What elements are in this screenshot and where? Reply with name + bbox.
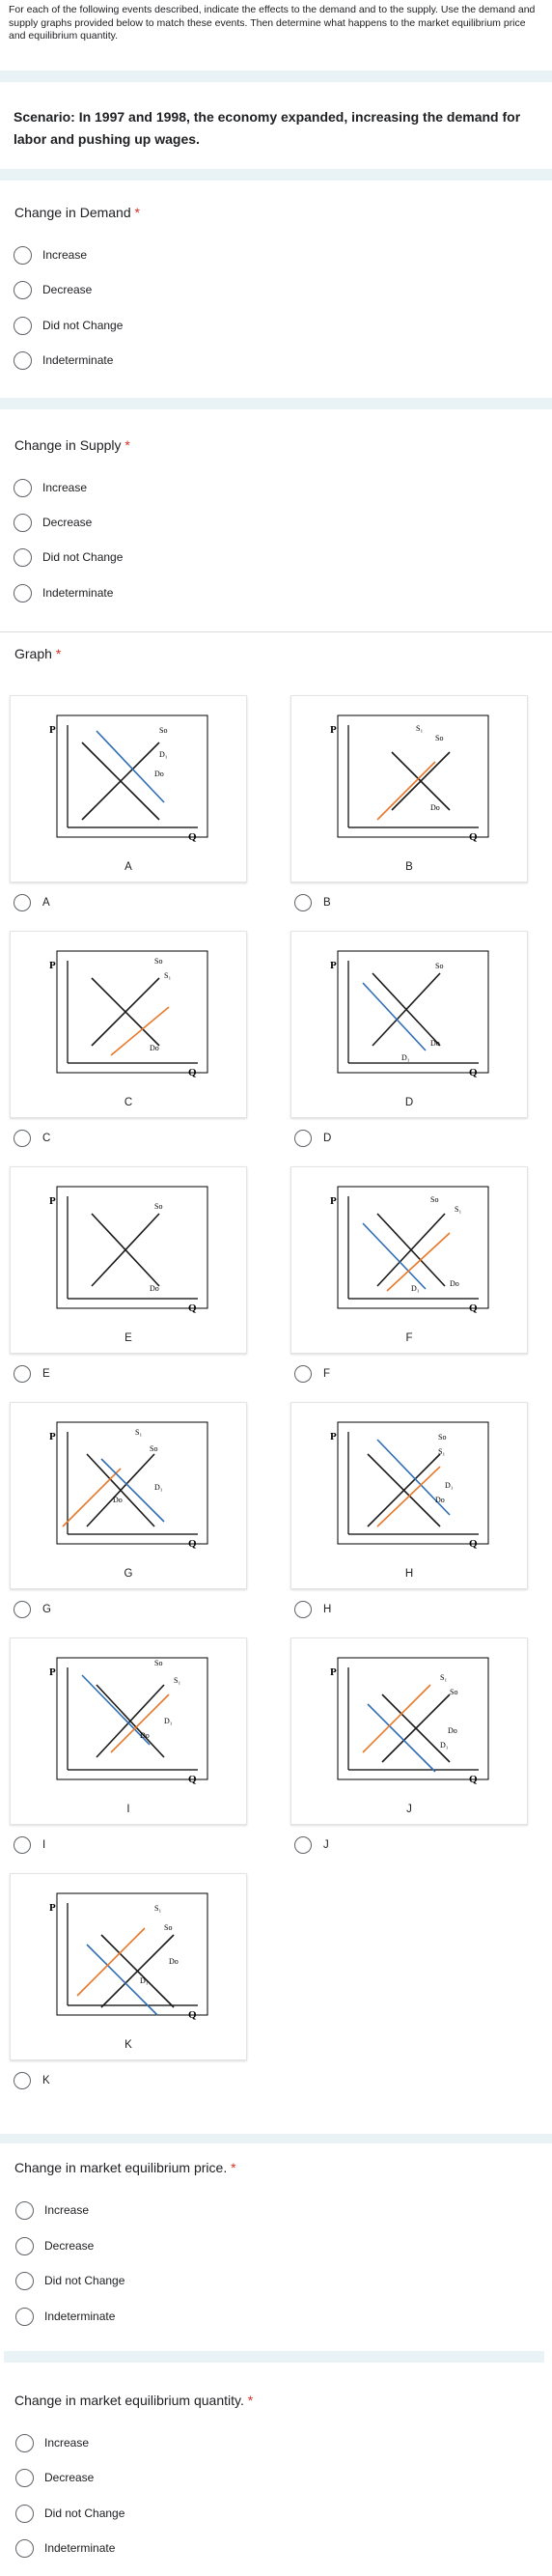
curve-label-d1: D₁ [154,1483,163,1492]
question-title: Change in Demand [14,205,131,220]
graph-caption: E [124,1332,132,1344]
quantity-option-decrease[interactable] [15,2468,94,2487]
radio-button[interactable] [14,514,32,532]
option-label: Increase [44,2203,90,2217]
curve-line [363,1685,430,1752]
curve-label-s1: S₁ [440,1673,448,1682]
axis-label-p: P [49,1666,56,1678]
radio-button[interactable] [14,894,31,911]
quantity-option-increase[interactable] [15,2433,89,2452]
curve-label-s1: S₁ [164,971,172,980]
question-change-in-supply [14,437,130,453]
curve-label-d0: Do [150,1284,159,1293]
axis-label-p: P [330,1431,337,1442]
option-label: Did not Change [42,319,124,332]
option-label: I [42,1839,46,1851]
curve-label-s0: So [450,1688,458,1696]
graph-option-b[interactable] [294,893,331,912]
option-label: H [323,1604,332,1615]
graph-caption: A [124,861,132,873]
curve-label-s0: So [435,962,444,970]
axis-label-p: P [330,1195,337,1207]
graph-option-k[interactable] [14,2071,50,2090]
curve-label-s0: So [154,1202,163,1211]
quantity-option-indeterminate[interactable] [15,2538,115,2558]
graph-frame [57,715,207,837]
option-label: K [42,2075,50,2086]
graph-card-k [10,1873,247,2060]
graph-card-j [290,1638,528,1825]
curve-label-s1: S₁ [154,1904,162,1913]
option-label: Indeterminate [44,2310,116,2323]
graph-caption: J [406,1804,412,1815]
question-title: Change in market equilibrium quantity. [14,2393,244,2408]
supply-demand-graph [43,1411,217,1555]
axis-label-q: Q [469,831,478,843]
curve-label-s1: S₁ [438,1447,446,1456]
graph-frame [338,715,488,837]
graph-frame [57,1187,207,1308]
radio-button[interactable] [14,1836,31,1854]
supply-demand-graph [324,939,498,1084]
option-label: E [42,1368,50,1380]
option-label: Did not Change [42,550,124,564]
question-title: Graph [14,646,52,661]
graph-option-h[interactable] [294,1600,331,1619]
graph-frame [338,1422,488,1544]
radio-button[interactable] [14,246,32,265]
curve-label-d0: Do [435,1496,445,1504]
graph-frame [338,1658,488,1779]
graph-caption: K [124,2039,132,2051]
supply-demand-graph [43,1882,217,2027]
graph-option-f[interactable] [294,1364,330,1384]
option-label: Did not Change [44,2274,125,2287]
question-change-in-demand [14,205,140,220]
scenario-text: Scenario: In 1997 and 1998, the economy expanded, increasing the demand for labor and pushing up wages. [14,109,521,147]
graph-caption: G [124,1568,133,1580]
section-divider-band [0,70,552,82]
curve-label-s1: S₁ [416,724,424,733]
axis-label-q: Q [469,1067,478,1078]
option-label: F [323,1368,331,1380]
supply-demand-graph [324,1411,498,1555]
option-label: Indeterminate [42,353,114,367]
supply-option-indeterminate[interactable] [14,583,113,602]
graph-option-e[interactable] [14,1364,50,1384]
option-label: Increase [44,2436,90,2450]
supply-option-did-not-change[interactable] [14,547,123,567]
curve-label-s0: So [154,1659,163,1667]
question-change-in-price [14,2160,236,2175]
required-asterisk: * [55,646,62,661]
supply-demand-graph [324,1646,498,1791]
radio-button[interactable] [15,2469,34,2487]
axis-label-q: Q [469,1302,478,1314]
curve-line [63,1469,121,1526]
option-label: Decrease [44,2239,95,2253]
axis-label-q: Q [188,1067,197,1078]
radio-button[interactable] [14,351,32,370]
radio-button[interactable] [15,2434,34,2452]
curve-label-d0: Do [113,1496,123,1504]
curve-label-d0: Do [150,1044,159,1052]
curve-label-d1: D₁ [440,1741,449,1750]
curve-label-s1: S₁ [135,1428,143,1437]
option-label: D [323,1133,332,1144]
curve-label-d1: D₁ [445,1481,454,1490]
axis-label-p: P [330,960,337,971]
graph-frame [57,1422,207,1544]
radio-button[interactable] [15,2272,34,2290]
option-label: B [323,897,331,909]
axis-label-q: Q [188,2009,197,2021]
graph-frame [57,951,207,1073]
graph-caption: H [404,1568,414,1580]
radio-button[interactable] [15,2237,34,2255]
curve-label-s1: S₁ [455,1205,462,1214]
graph-caption: D [404,1097,414,1108]
graph-option-d[interactable] [294,1129,331,1148]
supply-option-increase[interactable] [14,478,87,497]
graph-option-j[interactable] [294,1835,329,1855]
curve-label-do: Do [450,1279,459,1288]
radio-button[interactable] [294,1836,312,1854]
axis-label-p: P [49,1431,56,1442]
axis-label-q: Q [188,1538,197,1550]
supply-demand-graph [324,704,498,849]
demand-option-decrease[interactable] [14,280,92,299]
axis-label-p: P [49,960,56,971]
radio-button[interactable] [14,2072,31,2089]
graph-card-d [290,931,528,1118]
required-asterisk: * [231,2160,236,2175]
radio-button[interactable] [294,894,312,911]
price-option-did-not-change[interactable] [15,2271,124,2290]
instructions-text: For each of the following events described, indicate the effects to the demand and to the supply. Use the demand and supply graphs provided below to match these events. Then determine what happens to the market equilibrium price and equilibrium quantity. [9,4,536,42]
option-label: G [42,1604,51,1615]
curve-line [363,983,426,1050]
curve-label-s0: So [159,726,168,735]
quantity-option-did-not-change[interactable] [15,2504,124,2523]
curve-label-s0: So [430,1195,439,1204]
graph-card-e [10,1166,247,1354]
graph-caption: B [405,861,413,873]
option-label: Increase [42,481,88,494]
curve-label-s1: S₁ [174,1676,181,1685]
supply-demand-graph [324,1175,498,1320]
option-label: Decrease [44,2471,95,2484]
radio-button[interactable] [15,2505,34,2523]
radio-button[interactable] [14,1365,31,1383]
option-label: A [42,897,50,909]
curve-line [377,762,435,820]
question-title: Change in market equilibrium price. [14,2160,228,2175]
radio-button[interactable] [294,1130,312,1147]
axis-label-q: Q [188,1302,197,1314]
curve-label-d1: D₁ [411,1284,420,1293]
radio-button[interactable] [14,1130,31,1147]
supply-demand-graph [43,704,217,849]
axis-label-p: P [49,724,56,736]
graph-card-g [10,1402,247,1589]
required-asterisk: * [247,2393,254,2408]
axis-label-p: P [330,1666,337,1678]
radio-button[interactable] [14,1601,31,1618]
graph-option-a[interactable] [14,893,50,912]
radio-button[interactable] [14,584,32,602]
question-graph [14,646,61,661]
option-label: Did not Change [44,2506,125,2520]
curve-line [77,1928,145,1996]
curve-label-do: Do [430,1039,440,1048]
curve-label-d1: D₁ [164,1717,173,1725]
demand-option-did-not-change[interactable] [14,316,123,335]
question-change-in-quantity [14,2393,253,2408]
radio-button[interactable] [14,317,32,335]
section-divider [0,631,552,632]
demand-option-indeterminate[interactable] [14,350,113,370]
axis-label-q: Q [469,1538,478,1550]
radio-button[interactable] [15,2201,34,2220]
price-option-decrease[interactable] [15,2236,94,2255]
graph-card-i [10,1638,247,1825]
required-asterisk: * [124,437,130,453]
section-divider-band [0,2134,552,2143]
radio-button[interactable] [294,1601,312,1618]
supply-demand-graph [43,1175,217,1320]
curve-label-d0: Do [154,770,164,778]
graph-card-h [290,1402,528,1589]
curve-line [111,1694,169,1752]
graph-option-g[interactable] [14,1600,51,1619]
supply-option-decrease[interactable] [14,513,92,532]
graph-card-f [290,1166,528,1354]
radio-button[interactable] [14,281,32,299]
graph-option-c[interactable] [14,1129,50,1148]
curve-label-do: Do [169,1957,179,1966]
axis-label-q: Q [188,1774,197,1785]
curve-label-d0: Do [140,1731,150,1740]
axis-label-p: P [49,1902,56,1914]
axis-label-p: P [49,1195,56,1207]
demand-option-increase[interactable] [14,245,87,265]
graph-card-a [10,695,247,882]
option-label: Indeterminate [44,2541,116,2555]
question-title: Change in Supply [14,437,122,453]
curve-label-d1: D₁ [159,750,168,759]
option-label: Decrease [42,283,93,296]
graph-card-c [10,931,247,1118]
required-asterisk: * [134,205,140,220]
radio-button[interactable] [15,2308,34,2326]
graph-option-i[interactable] [14,1835,45,1855]
graph-caption: I [126,1804,130,1815]
graph-caption: C [124,1097,133,1108]
curve-label-do: Do [448,1726,457,1735]
graph-frame [57,1893,207,2015]
supply-demand-graph [43,1646,217,1791]
curve-label-s0: So [154,957,163,966]
section-divider-band [4,2351,544,2363]
curve-label-s0: So [150,1444,158,1453]
graph-caption: F [405,1332,413,1344]
curve-label-d1: D₁ [140,1976,149,1985]
axis-label-p: P [330,724,337,736]
curve-label-d1: D₁ [401,1053,410,1062]
option-label: Decrease [42,516,93,529]
curve-label-d0: Do [430,803,440,812]
curve-label-s0: So [438,1433,447,1442]
curve-line [111,1007,169,1055]
option-label: J [323,1839,329,1851]
option-label: Indeterminate [42,586,114,600]
axis-label-q: Q [469,1774,478,1785]
section-divider-band [0,398,552,409]
radio-button[interactable] [294,1365,312,1383]
graph-frame [338,951,488,1073]
option-label: C [42,1133,51,1144]
curve-label-s0: So [164,1923,173,1932]
supply-demand-graph [43,939,217,1084]
radio-button[interactable] [14,479,32,497]
price-option-increase[interactable] [15,2200,89,2220]
axis-label-q: Q [188,831,197,843]
price-option-indeterminate[interactable] [15,2307,115,2326]
curve-label-s0: So [435,734,444,742]
graph-card-b [290,695,528,882]
option-label: Increase [42,248,88,262]
section-divider-band [0,169,552,181]
radio-button[interactable] [15,2539,34,2558]
radio-button[interactable] [14,548,32,567]
